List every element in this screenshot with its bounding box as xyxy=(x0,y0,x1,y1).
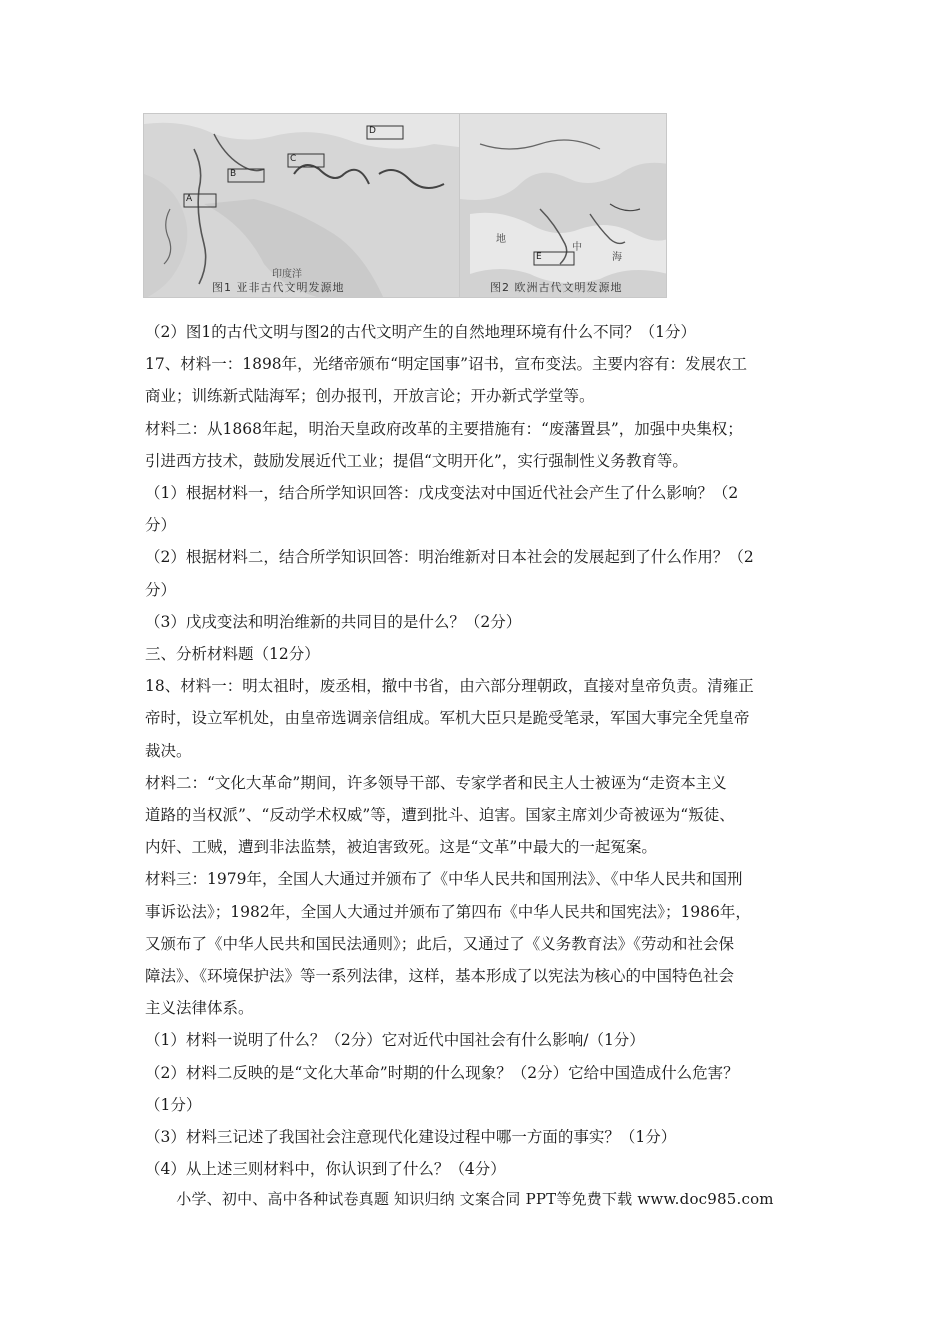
text-line: （2）材料二反映的是“文化大革命”时期的什么现象？（2分）它给中国造成什么危害？ xyxy=(145,1063,739,1082)
map2-illustration xyxy=(460,114,667,298)
map1-sea-label: 印度洋 xyxy=(272,269,302,280)
text-line: 分） xyxy=(145,516,177,535)
map1-label-d: D xyxy=(369,126,376,136)
text-line: 17、材料一：1898年，光绪帝颁布“明定国事”诏书，宣布变法。主要内容有：发展农工 xyxy=(145,355,748,374)
map-asia-africa xyxy=(143,113,466,298)
text-line: （1）根据材料一，结合所学知识回答：戊戌变法对中国近代社会产生了什么影响？（2 xyxy=(145,484,739,503)
text-line: 材料二：从1868年起，明治天皇政府改革的主要措施有：“废藩置县”，加强中央集权； xyxy=(145,419,743,438)
text-line: （1）材料一说明了什么？（2分）它对近代中国社会有什么影响/（1分） xyxy=(145,1031,645,1050)
map1-caption: 图1 亚非古代文明发源地 xyxy=(212,281,345,294)
text-line: 分） xyxy=(145,580,177,599)
text-line: 主义法律体系。 xyxy=(145,999,254,1018)
text-line: 道路的当权派”、“反动学术权威”等，遭到批斗、迫害。国家主席刘少奇被诬为“叛徒、 xyxy=(145,806,735,825)
map2-label-e: E xyxy=(536,252,542,262)
map1-label-a: A xyxy=(186,194,193,204)
map2-sea-label-1: 地 xyxy=(496,234,506,245)
text-line: （3）材料三记述了我国社会注意现代化建设过程中哪一方面的事实？（1分） xyxy=(145,1128,677,1147)
text-line: 引进西方技术，鼓励发展近代工业；提倡“文明开化”，实行强制性义务教育等。 xyxy=(145,451,688,470)
text-line: （4）从上述三则材料中，你认识到了什么？（4分） xyxy=(145,1160,506,1179)
map-europe xyxy=(459,113,667,298)
text-line: 内奸、工贼，遭到非法监禁，被迫害致死。这是“文革”中最大的一起冤案。 xyxy=(145,838,657,857)
map1-label-b: B xyxy=(230,169,237,179)
text-line: （2）图1的古代文明与图2的古代文明产生的自然地理环境有什么不同？（1分） xyxy=(145,323,696,341)
question-text xyxy=(145,316,825,1185)
page-footer: 小学、初中、高中各种试卷真题 知识归纳 文案合同 PPT等免费下载 www.doc985.com xyxy=(176,1190,774,1208)
text-line: 帝时，设立军机处，由皇帝选调亲信组成。军机大臣只是跪受笔录，军国大事完全凭皇帝 xyxy=(145,709,750,728)
text-line: 材料二：“文化大革命”期间，许多领导干部、专家学者和民主人士被诬为“走资本主义 xyxy=(145,773,727,792)
map2-sea-label-2: 中 xyxy=(572,242,582,253)
text-line: （1分） xyxy=(145,1095,202,1114)
text-line: 材料三：1979年，全国人大通过并颁布了《中华人民共和国刑法》、《中华人民共和国刑 xyxy=(145,870,743,889)
text-line: 商业；训练新式陆海军；创办报刊，开放言论；开办新式学堂等。 xyxy=(145,387,595,406)
text-line: 裁决。 xyxy=(145,741,192,760)
section-heading: 三、分析材料题（12分） xyxy=(145,645,320,664)
map2-sea-label-3: 海 xyxy=(612,252,622,263)
text-line: 障法》、《环境保护法》等一系列法律，这样，基本形成了以宪法为核心的中国特色社会 xyxy=(145,967,735,986)
map1-label-c: C xyxy=(290,154,297,164)
text-line: 又颁布了《中华人民共和国民法通则》；此后，又通过了《义务教育法》《劳动和社会保 xyxy=(145,934,735,953)
text-line: 18、材料一：明太祖时，废丞相，撤中书省，由六部分理朝政，直接对皇帝负责。清雍正 xyxy=(145,677,754,696)
text-line: 事诉讼法》；1982年，全国人大通过并颁布了第四布《中华人民共和国宪法》；1986年， xyxy=(145,902,751,921)
map1-illustration xyxy=(144,114,466,298)
text-line: （2）根据材料二，结合所学知识回答：明治维新对日本社会的发展起到了什么作用？（2 xyxy=(145,548,754,567)
map2-caption: 图2 欧洲古代文明发源地 xyxy=(490,281,623,294)
map-figures xyxy=(143,113,667,298)
text-line: （3）戊戌变法和明治维新的共同目的是什么？（2分） xyxy=(145,612,522,631)
